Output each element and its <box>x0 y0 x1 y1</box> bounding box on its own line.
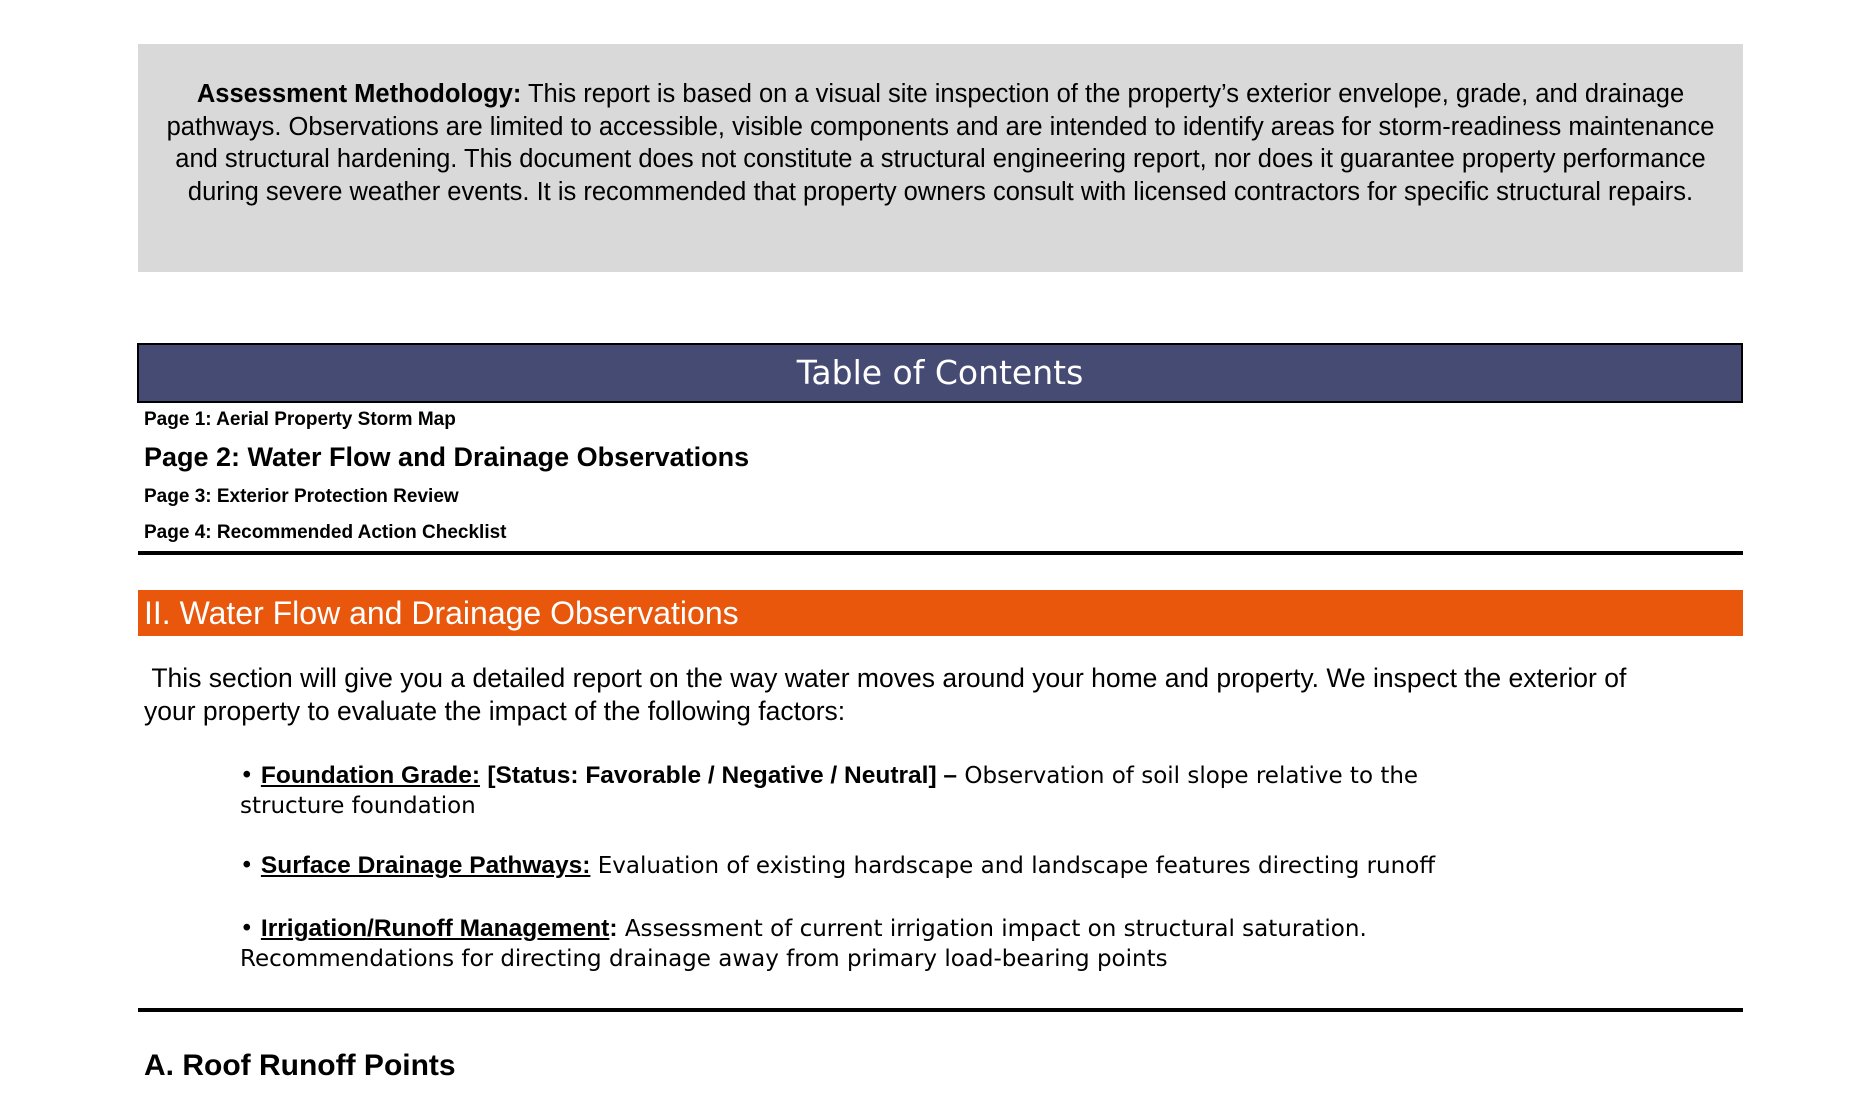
toc-item-page-1[interactable]: Page 1: Aerial Property Storm Map <box>144 409 456 430</box>
factor-description: Observation of soil slope relative to the structure foundation <box>240 763 1419 819</box>
toc-header: Table of Contents <box>137 343 1743 403</box>
bullet-marker: • <box>240 763 254 789</box>
factor-description: Evaluation of existing hardscape and landscape features directing runoff <box>597 853 1436 879</box>
section-intro-text: This section will give you a detailed report on the way water moves around your home and property. We inspect the exterior of your property to evaluate the impact of the following factors: <box>144 663 1627 726</box>
methodology-label: Assessment Methodology: <box>196 80 522 108</box>
section-intro <box>144 662 1644 727</box>
bullet-marker: • <box>240 853 254 879</box>
toc-item-page-4[interactable]: Page 4: Recommended Action Checklist <box>144 522 507 543</box>
toc-item-page-3[interactable]: Page 3: Exterior Protection Review <box>144 486 459 507</box>
factor-irrigation-runoff <box>240 914 1490 974</box>
factor-status: [Status: Favorable / Negative / Neutral] – <box>487 762 958 789</box>
bullet-marker: • <box>240 916 254 942</box>
factor-term-colon: : <box>609 915 618 942</box>
toc-divider <box>138 551 1743 555</box>
section-divider <box>138 1008 1743 1012</box>
methodology-text: This report is based on a visual site inspection of the property’s exterior envelope, grade, and drainage pathways. Observations are limited to accessible, visible components and are intended to identify areas for storm-readiness maintenance and structural hardening. This document does not constitute a structural engineering report, nor does it guarantee property performance during severe weather events. It is recommended that property owners consult with licensed contractors for specific structural repairs. <box>166 80 1715 206</box>
subsection-title: A. Roof Runoff Points <box>144 1049 456 1082</box>
factor-term: Surface Drainage Pathways: <box>260 852 591 879</box>
factor-surface-drainage <box>240 851 1490 881</box>
factor-foundation-grade <box>240 761 1490 821</box>
section-title: II. Water Flow and Drainage Observations <box>138 590 1743 636</box>
factor-description: Assessment of current irrigation impact on structural saturation. Recommendations for directing drainage away from primary load-bearing points <box>240 916 1367 972</box>
factor-term: Irrigation/Runoff Management <box>260 915 610 942</box>
toc-item-page-2[interactable]: Page 2: Water Flow and Drainage Observations <box>144 442 750 472</box>
factor-term: Foundation Grade: <box>260 762 481 789</box>
methodology-box <box>138 44 1743 272</box>
